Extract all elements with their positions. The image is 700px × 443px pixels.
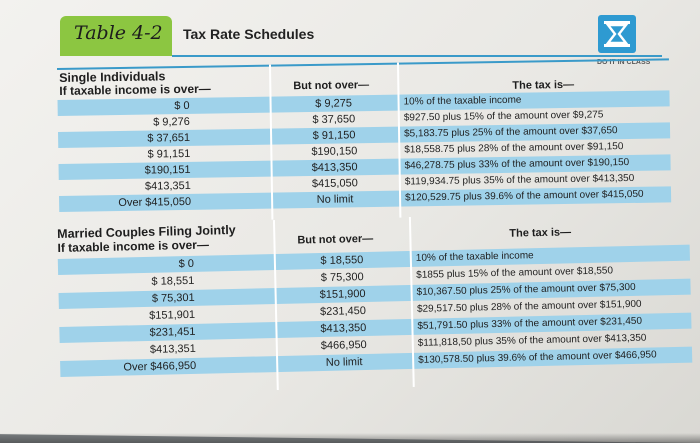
table-label: Table 4-2 xyxy=(74,22,163,44)
table-cell-not-over: $ 75,300 xyxy=(320,271,364,285)
section-title: Married Couples Filing Jointly xyxy=(57,222,236,241)
column-header-but-not-over: But not over— xyxy=(297,232,374,247)
table-cell-tax: $111,818,50 plus 35% of the amount over $413,350 xyxy=(417,332,647,349)
table-cell-not-over: $ 9,275 xyxy=(315,97,353,110)
column-header-tax-is: The tax is— xyxy=(509,226,572,240)
table-cell-not-over: $413,350 xyxy=(311,161,358,175)
page-title: Tax Rate Schedules xyxy=(183,26,315,42)
column-header-but-not-over: But not over— xyxy=(293,79,370,93)
table-cell-tax: $120,529.75 plus 39.6% of the amount over $415,050 xyxy=(404,188,644,204)
table-cell-over: $ 9,276 xyxy=(153,115,190,129)
table-cell-over: $151,901 xyxy=(149,308,196,322)
table-cell-tax: $18,558.75 plus 28% of the amount over $91,150 xyxy=(404,141,624,156)
page-edge-shadow xyxy=(0,433,700,443)
table-cell-tax: $927.50 plus 15% of the amount over $9,275 xyxy=(403,109,604,124)
table-cell-tax: $1855 plus 15% of the amount over $18,550 xyxy=(416,265,614,281)
table-cell-over: $231,451 xyxy=(149,325,196,339)
table-cell-over: $ 91,151 xyxy=(147,147,191,161)
table-cell-tax: $130,578.50 plus 39.6% of the amount over $466,950 xyxy=(418,349,657,366)
section-subtitle: If taxable income is over— xyxy=(59,81,211,98)
table-cell-over: $413,351 xyxy=(144,179,191,193)
table-cell-not-over: $231,450 xyxy=(319,305,367,319)
table-cell-over: Over $415,050 xyxy=(118,195,192,210)
table-cell-tax: 10% of the taxable income xyxy=(415,250,534,264)
table-cell-not-over: $ 18,550 xyxy=(320,254,364,268)
section-subtitle: If taxable income is over— xyxy=(57,237,210,255)
table-cell-over: $190,151 xyxy=(144,163,191,177)
table-cell-tax: $51,791.50 plus 33% of the amount over $231,450 xyxy=(417,315,643,332)
table-cell-tax: $10,367.50 plus 25% of the amount over $75,300 xyxy=(416,281,636,298)
table-cell-over: Over $466,950 xyxy=(123,359,197,374)
table-cell-not-over: No limit xyxy=(316,193,354,206)
table-cell-not-over: $413,350 xyxy=(320,322,367,336)
table-cell-over: $ 0 xyxy=(174,99,190,113)
table-cell-over: $ 37,651 xyxy=(147,131,191,145)
table-cell-not-over: $151,900 xyxy=(319,288,366,302)
table-cell-not-over: $466,950 xyxy=(320,339,367,353)
column-header-tax-is: The tax is— xyxy=(512,78,575,92)
do-it-in-class-badge: DO IT IN CLASS xyxy=(597,59,651,66)
table-cell-not-over: $415,050 xyxy=(311,177,358,191)
table-cell-tax: 10% of the taxable income xyxy=(403,94,522,108)
table-cell-over: $ 0 xyxy=(178,257,195,271)
table-cell-not-over: $ 91,150 xyxy=(312,129,356,142)
hourglass-icon xyxy=(598,15,636,53)
single-individuals-table xyxy=(57,58,671,223)
married-couples-table xyxy=(57,211,693,395)
table-cell-not-over: $ 37,650 xyxy=(312,113,356,126)
section-title: Single Individuals xyxy=(59,69,166,85)
table-cell-tax: $5,183.75 plus 25% of the amount over $37,650 xyxy=(403,125,618,140)
table-cell-over: $ 18,551 xyxy=(151,274,195,288)
table-cell-not-over: No limit xyxy=(325,356,363,369)
table-cell-over: $413,351 xyxy=(149,342,196,356)
header-divider xyxy=(172,55,662,57)
table-cell-tax: $46,278.75 plus 33% of the amount over $190,150 xyxy=(404,157,630,172)
table-cell-not-over: $190,150 xyxy=(311,145,358,159)
table-cell-tax: $29,517.50 plus 28% of the amount over $151,900 xyxy=(416,298,642,315)
table-cell-over: $ 75,301 xyxy=(151,291,195,305)
table-cell-tax: $119,934.75 plus 35% of the amount over $413,350 xyxy=(404,172,635,188)
